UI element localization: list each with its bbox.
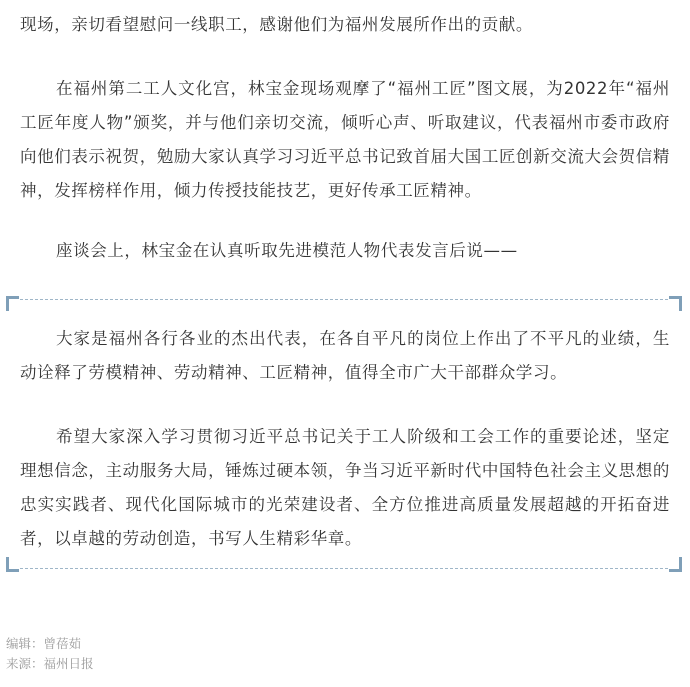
quote-corner-top-left (6, 296, 19, 311)
article-paragraph-2: 在福州第二工人文化宫，林宝金现场观摩了“福州工匠”图文展，为2022年“福州工匠年度人物”颁奖，并与他们亲切交流，倾听心声、听取建议，代表福州市委市政府向他们表示祝贺，勉励大家认真学习习近平总书记致首届大国工匠创新交流大会贺信精神，发挥榜样作用，倾力传授技能技艺，更好传承工匠精神。 (20, 79, 670, 200)
quote-corner-bottom-right (669, 557, 682, 572)
source-credit: 来源：福州日报 (6, 656, 94, 671)
quote-paragraph-1: 大家是福州各行各业的杰出代表，在各自平凡的岗位上作出了不平凡的业绩，生动诠释了劳模精神、劳动精神、工匠精神，值得全市广大干部群众学习。 (20, 329, 670, 382)
article-paragraph-3: 座谈会上，林宝金在认真听取先进模范人物代表发言后说—— (56, 241, 518, 260)
article-paragraph-1: 现场，亲切看望慰问一线职工，感谢他们为福州发展所作出的贡献。 (20, 15, 533, 34)
editor-credit: 编辑：曾蓓茹 (6, 636, 82, 651)
quote-paragraph-2: 希望大家深入学习贯彻习近平总书记关于工人阶级和工会工作的重要论述，坚定理想信念，主动服务大局，锤炼过硬本领，争当习近平新时代中国特色社会主义思想的忠实实践者、现代化国际城市的光荣建设者、全方位推进高质量发展超越的开拓奋进者，以卓越的劳动创造，书写人生精彩华章。 (20, 427, 670, 548)
quote-bottom-border (20, 568, 668, 569)
quote-corner-bottom-left (6, 557, 19, 572)
quote-top-border (20, 299, 668, 300)
quote-corner-top-right (669, 296, 682, 311)
